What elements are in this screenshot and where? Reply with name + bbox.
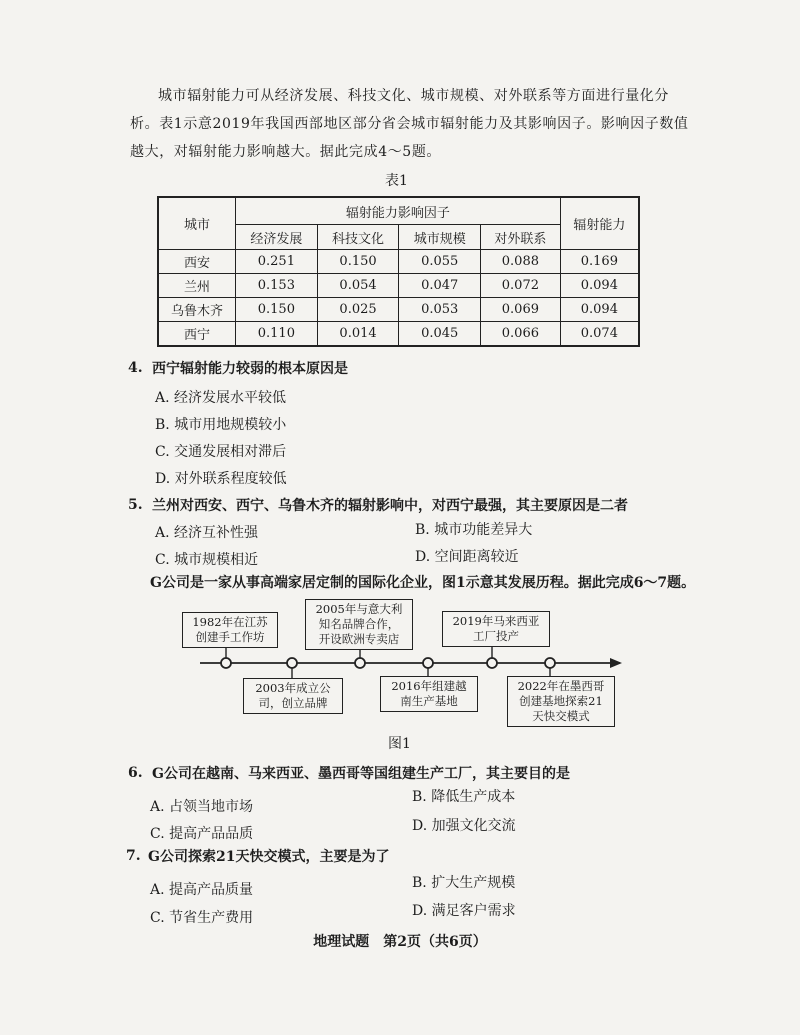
q6-option-a[interactable]: A. 占领当地市场 (150, 799, 254, 815)
q4-stem: 西宁辐射能力较弱的根本原因是 (152, 361, 348, 377)
event-text: 工厂投产 (473, 629, 519, 643)
timeline-node-1982 (221, 658, 231, 668)
timeline-arrow-icon (610, 658, 622, 668)
q6-stem: G公司在越南、马来西亚、墨西哥等国组建生产工厂，其主要目的是 (152, 766, 570, 782)
event-text: 1982年在江苏 (192, 615, 268, 629)
city-cell: 西宁 (158, 322, 236, 347)
timeline-node-2003 (287, 658, 297, 668)
q5-stem: 兰州对西安、西宁、乌鲁木齐的辐射影响中，对西宁最强，其主要原因是二者 (152, 498, 628, 514)
city-cell: 乌鲁木齐 (158, 298, 236, 322)
event-text: 2022年在墨西哥 (517, 679, 605, 693)
timeline-node-2016 (423, 658, 433, 668)
factor-header: 科技文化 (317, 225, 399, 250)
event-text: 2019年马来西亚 (452, 614, 540, 628)
value-cell: 0.054 (317, 274, 399, 298)
header-capacity: 辐射能力 (560, 197, 639, 250)
value-cell: 0.150 (317, 250, 399, 274)
event-box-2003 (243, 678, 343, 714)
event-text: 司，创立品牌 (258, 696, 328, 710)
q7-stem: G公司探索21天快交模式，主要是为了 (148, 849, 390, 865)
q7-option-d[interactable]: D. 满足客户需求 (412, 903, 516, 919)
value-cell: 0.055 (399, 250, 481, 274)
value-cell: 0.251 (236, 250, 318, 274)
timeline-node-2022 (545, 658, 555, 668)
intro-paragraph: 城市辐射能力可从经济发展、科技文化、城市规模、对外联系等方面进行量化分析。表1示意2019年我国西部地区部分省会城市辐射能力及其影响因子。影响因子数值越大，对辐射能力影响越大。据此完成4～5题。 (130, 88, 689, 160)
value-cell: 0.045 (399, 322, 481, 347)
q7-number: 7. (126, 848, 141, 864)
q5-option-b[interactable]: B. 城市功能差异大 (415, 522, 533, 538)
table-row (158, 322, 639, 347)
q4-option-c[interactable]: C. 交通发展相对滞后 (155, 444, 287, 460)
event-text: 2003年成立公 (255, 681, 331, 695)
table-row (158, 298, 639, 322)
value-cell: 0.066 (481, 322, 561, 347)
q5-option-d[interactable]: D. 空间距离较近 (415, 549, 519, 565)
q6-number: 6. (128, 765, 143, 781)
value-cell: 0.150 (236, 298, 318, 322)
value-cell: 0.069 (481, 298, 561, 322)
header-city: 城市 (158, 197, 236, 250)
event-text: 创建手工作坊 (195, 630, 265, 644)
timeline-node-2005 (355, 658, 365, 668)
event-box-2016 (380, 676, 478, 712)
value-cell: 0.072 (481, 274, 561, 298)
factor-header: 对外联系 (481, 225, 561, 250)
value-cell: 0.153 (236, 274, 318, 298)
event-box-2005 (305, 599, 413, 650)
timeline-node-2019 (487, 658, 497, 668)
event-box-2019 (442, 611, 550, 647)
event-text: 2005年与意大利 (315, 602, 403, 616)
table-caption: 表1 (385, 173, 408, 189)
capacity-cell: 0.074 (560, 322, 639, 347)
q7-option-a[interactable]: A. 提高产品质量 (150, 882, 254, 898)
q4-option-d[interactable]: D. 对外联系程度较低 (155, 471, 287, 487)
factor-header: 经济发展 (236, 225, 318, 250)
q5-option-c[interactable]: C. 城市规模相近 (155, 552, 259, 568)
capacity-cell: 0.094 (560, 274, 639, 298)
q5-number: 5. (128, 497, 143, 513)
page-footer: 地理试题 第2页（共6页） (313, 934, 487, 950)
q5-option-a[interactable]: A. 经济互补性强 (155, 525, 259, 541)
city-cell: 兰州 (158, 274, 236, 298)
q6-option-c[interactable]: C. 提高产品品质 (150, 826, 254, 842)
event-text: 天快交模式 (532, 709, 590, 723)
q4-option-a[interactable]: A. 经济发展水平较低 (155, 390, 287, 406)
event-text: 知名品牌合作， (318, 617, 400, 631)
header-factors: 辐射能力影响因子 (236, 197, 561, 225)
value-cell: 0.014 (317, 322, 399, 347)
value-cell: 0.047 (399, 274, 481, 298)
event-box-2022 (507, 676, 615, 727)
q4-number: 4. (128, 360, 143, 376)
capacity-cell: 0.094 (560, 298, 639, 322)
event-text: 创建基地探索21 (519, 694, 603, 708)
table-row (158, 250, 639, 274)
capacity-cell: 0.169 (560, 250, 639, 274)
value-cell: 0.053 (399, 298, 481, 322)
event-text: 南生产基地 (400, 694, 458, 708)
q6-option-d[interactable]: D. 加强文化交流 (412, 818, 516, 834)
q7-option-c[interactable]: C. 节省生产费用 (150, 910, 254, 926)
q6-option-b[interactable]: B. 降低生产成本 (412, 789, 516, 805)
radiation-table (157, 196, 640, 347)
value-cell: 0.110 (236, 322, 318, 347)
figure-caption: 图1 (388, 736, 411, 752)
value-cell: 0.088 (481, 250, 561, 274)
event-text: 开设欧洲专卖店 (318, 632, 400, 646)
intro2-paragraph: G公司是一家从事高端家居定制的国际化企业，图1示意其发展历程。据此完成6～7题。 (150, 575, 696, 591)
q4-option-b[interactable]: B. 城市用地规模较小 (155, 417, 287, 433)
q7-option-b[interactable]: B. 扩大生产规模 (412, 875, 516, 891)
event-text: 2016年组建越 (391, 679, 467, 693)
event-box-1982 (182, 612, 278, 648)
city-cell: 西安 (158, 250, 236, 274)
factor-header: 城市规模 (399, 225, 481, 250)
value-cell: 0.025 (317, 298, 399, 322)
table-row (158, 274, 639, 298)
